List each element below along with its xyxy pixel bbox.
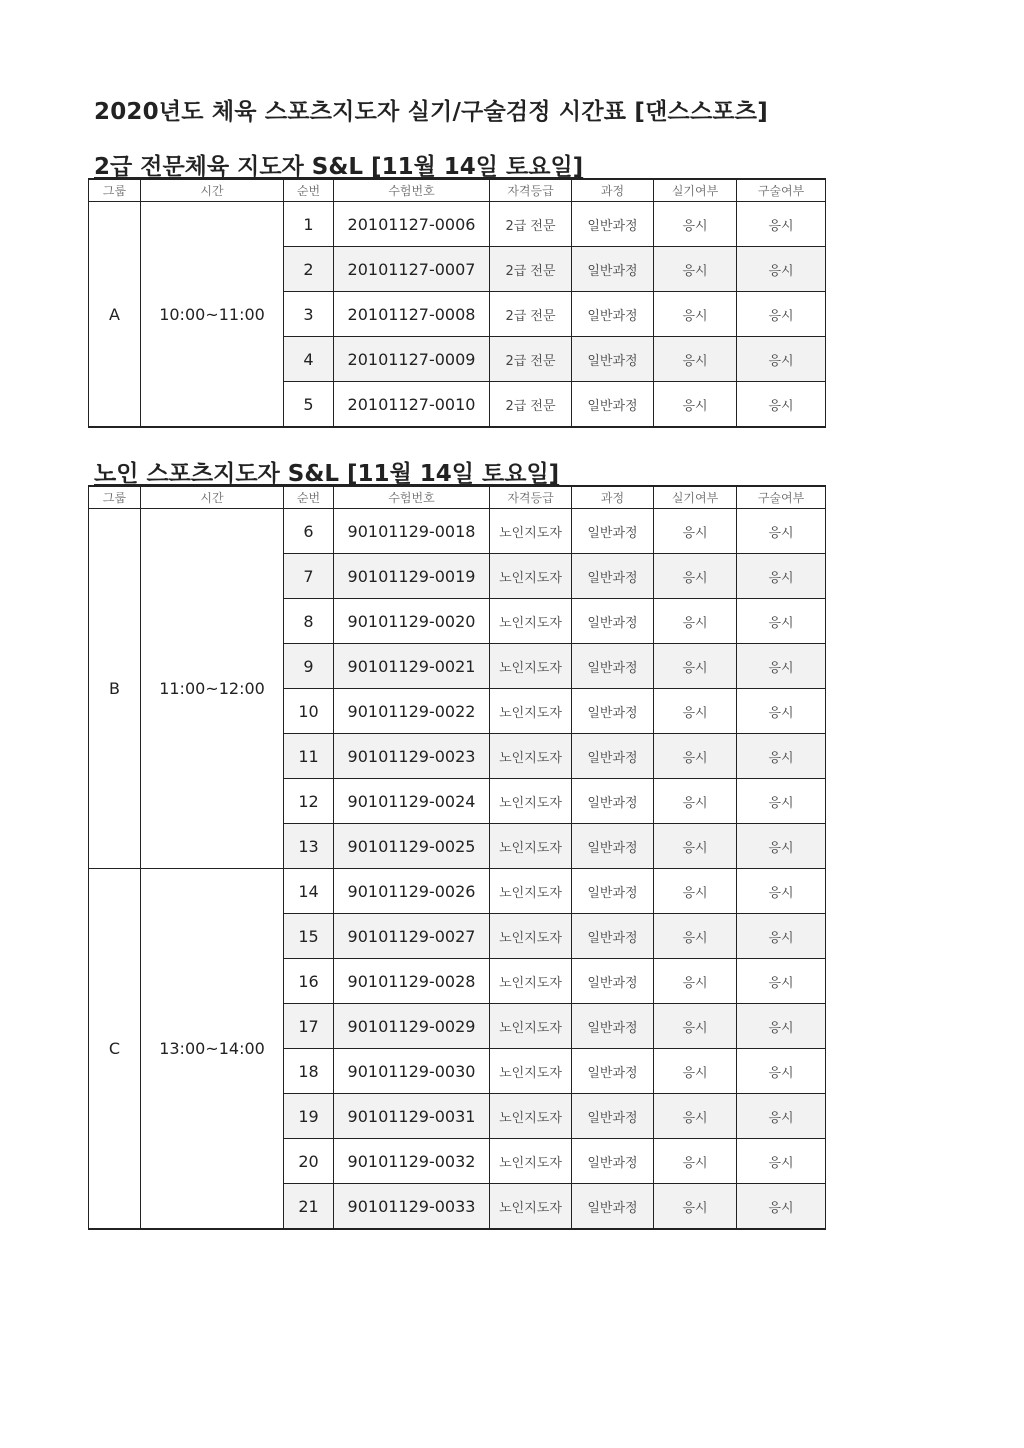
header-course: 과정 (572, 179, 654, 202)
oral-cell: 응시 (737, 824, 826, 869)
practical-cell: 응시 (654, 734, 737, 779)
course-cell: 일반과정 (572, 202, 654, 247)
course-cell: 일반과정 (572, 599, 654, 644)
course-cell: 일반과정 (572, 869, 654, 914)
practical-cell: 응시 (654, 1139, 737, 1184)
seq-cell: 10 (284, 689, 334, 734)
time-cell: 11:00~12:00 (141, 509, 284, 869)
header-row (89, 486, 826, 509)
grade-cell: 노인지도자 (490, 959, 572, 1004)
course-cell: 일반과정 (572, 824, 654, 869)
course-cell: 일반과정 (572, 1004, 654, 1049)
grade-cell: 노인지도자 (490, 599, 572, 644)
course-cell: 일반과정 (572, 644, 654, 689)
grade-cell: 노인지도자 (490, 1184, 572, 1230)
seq-cell: 18 (284, 1049, 334, 1094)
header-exam-number: 수험번호 (334, 486, 490, 509)
exam-number-cell: 90101129-0025 (334, 824, 490, 869)
exam-number-cell: 90101129-0031 (334, 1094, 490, 1139)
exam-number-cell: 20101127-0006 (334, 202, 490, 247)
grade-cell: 노인지도자 (490, 824, 572, 869)
grade-cell: 노인지도자 (490, 1094, 572, 1139)
practical-cell: 응시 (654, 292, 737, 337)
practical-cell: 응시 (654, 1184, 737, 1230)
practical-cell: 응시 (654, 779, 737, 824)
grade-cell: 노인지도자 (490, 914, 572, 959)
course-cell: 일반과정 (572, 689, 654, 734)
practical-cell: 응시 (654, 247, 737, 292)
course-cell: 일반과정 (572, 779, 654, 824)
oral-cell: 응시 (737, 382, 826, 428)
grade-cell: 노인지도자 (490, 509, 572, 554)
practical-cell: 응시 (654, 959, 737, 1004)
schedule-table-professional (88, 178, 826, 428)
seq-cell: 11 (284, 734, 334, 779)
exam-number-cell: 90101129-0032 (334, 1139, 490, 1184)
course-cell: 일반과정 (572, 1094, 654, 1139)
course-cell: 일반과정 (572, 1184, 654, 1230)
exam-number-cell: 20101127-0009 (334, 337, 490, 382)
practical-cell: 응시 (654, 644, 737, 689)
document-title: 2020년도 체육 스포츠지도자 실기/구술검정 시간표 [댄스스포츠] (94, 99, 768, 125)
practical-cell: 응시 (654, 509, 737, 554)
practical-cell: 응시 (654, 1049, 737, 1094)
table-row (89, 509, 826, 554)
grade-cell: 노인지도자 (490, 734, 572, 779)
exam-number-cell: 90101129-0021 (334, 644, 490, 689)
table-row (89, 202, 826, 247)
oral-cell: 응시 (737, 959, 826, 1004)
course-cell: 일반과정 (572, 554, 654, 599)
table-row (89, 869, 826, 914)
header-practical: 실기여부 (654, 486, 737, 509)
oral-cell: 응시 (737, 914, 826, 959)
course-cell: 일반과정 (572, 1139, 654, 1184)
exam-number-cell: 90101129-0023 (334, 734, 490, 779)
seq-cell: 14 (284, 869, 334, 914)
seq-cell: 5 (284, 382, 334, 428)
practical-cell: 응시 (654, 202, 737, 247)
seq-cell: 8 (284, 599, 334, 644)
oral-cell: 응시 (737, 869, 826, 914)
course-cell: 일반과정 (572, 247, 654, 292)
course-cell: 일반과정 (572, 382, 654, 428)
oral-cell: 응시 (737, 202, 826, 247)
exam-number-cell: 20101127-0010 (334, 382, 490, 428)
time-cell: 13:00~14:00 (141, 869, 284, 1230)
oral-cell: 응시 (737, 1049, 826, 1094)
seq-cell: 20 (284, 1139, 334, 1184)
header-exam-number: 수험번호 (334, 179, 490, 202)
header-grade: 자격등급 (490, 486, 572, 509)
seq-cell: 17 (284, 1004, 334, 1049)
oral-cell: 응시 (737, 1004, 826, 1049)
practical-cell: 응시 (654, 337, 737, 382)
seq-cell: 13 (284, 824, 334, 869)
exam-number-cell: 90101129-0019 (334, 554, 490, 599)
exam-number-cell: 90101129-0026 (334, 869, 490, 914)
grade-cell: 2급 전문 (490, 382, 572, 428)
exam-number-cell: 90101129-0022 (334, 689, 490, 734)
practical-cell: 응시 (654, 1004, 737, 1049)
exam-number-cell: 90101129-0020 (334, 599, 490, 644)
group-cell: C (89, 869, 141, 1230)
schedule-table-senior (88, 485, 826, 1230)
grade-cell: 노인지도자 (490, 1049, 572, 1094)
course-cell: 일반과정 (572, 1049, 654, 1094)
seq-cell: 1 (284, 202, 334, 247)
grade-cell: 노인지도자 (490, 1139, 572, 1184)
seq-cell: 15 (284, 914, 334, 959)
course-cell: 일반과정 (572, 292, 654, 337)
practical-cell: 응시 (654, 914, 737, 959)
header-time: 시간 (141, 179, 284, 202)
header-group: 그룹 (89, 179, 141, 202)
practical-cell: 응시 (654, 689, 737, 734)
oral-cell: 응시 (737, 337, 826, 382)
header-course: 과정 (572, 486, 654, 509)
oral-cell: 응시 (737, 247, 826, 292)
grade-cell: 노인지도자 (490, 554, 572, 599)
practical-cell: 응시 (654, 382, 737, 428)
seq-cell: 2 (284, 247, 334, 292)
practical-cell: 응시 (654, 599, 737, 644)
header-oral: 구술여부 (737, 486, 826, 509)
grade-cell: 노인지도자 (490, 644, 572, 689)
header-grade: 자격등급 (490, 179, 572, 202)
header-time: 시간 (141, 486, 284, 509)
oral-cell: 응시 (737, 1139, 826, 1184)
seq-cell: 12 (284, 779, 334, 824)
header-seq: 순번 (284, 486, 334, 509)
seq-cell: 16 (284, 959, 334, 1004)
oral-cell: 응시 (737, 554, 826, 599)
oral-cell: 응시 (737, 509, 826, 554)
group-cell: B (89, 509, 141, 869)
grade-cell: 2급 전문 (490, 202, 572, 247)
seq-cell: 19 (284, 1094, 334, 1139)
practical-cell: 응시 (654, 1094, 737, 1139)
oral-cell: 응시 (737, 779, 826, 824)
exam-number-cell: 20101127-0007 (334, 247, 490, 292)
course-cell: 일반과정 (572, 509, 654, 554)
grade-cell: 2급 전문 (490, 247, 572, 292)
course-cell: 일반과정 (572, 959, 654, 1004)
oral-cell: 응시 (737, 644, 826, 689)
seq-cell: 21 (284, 1184, 334, 1230)
header-seq: 순번 (284, 179, 334, 202)
header-row (89, 179, 826, 202)
seq-cell: 3 (284, 292, 334, 337)
oral-cell: 응시 (737, 689, 826, 734)
practical-cell: 응시 (654, 869, 737, 914)
exam-number-cell: 90101129-0029 (334, 1004, 490, 1049)
header-oral: 구술여부 (737, 179, 826, 202)
header-group: 그룹 (89, 486, 141, 509)
section-title-senior: 노인 스포츠지도자 S&L [11월 14일 토요일] (94, 461, 560, 487)
seq-cell: 7 (284, 554, 334, 599)
oral-cell: 응시 (737, 734, 826, 779)
oral-cell: 응시 (737, 1094, 826, 1139)
time-cell: 10:00~11:00 (141, 202, 284, 428)
grade-cell: 노인지도자 (490, 689, 572, 734)
group-cell: A (89, 202, 141, 428)
grade-cell: 2급 전문 (490, 337, 572, 382)
exam-number-cell: 90101129-0028 (334, 959, 490, 1004)
seq-cell: 4 (284, 337, 334, 382)
oral-cell: 응시 (737, 599, 826, 644)
oral-cell: 응시 (737, 1184, 826, 1230)
exam-number-cell: 90101129-0024 (334, 779, 490, 824)
course-cell: 일반과정 (572, 734, 654, 779)
oral-cell: 응시 (737, 292, 826, 337)
grade-cell: 노인지도자 (490, 869, 572, 914)
grade-cell: 2급 전문 (490, 292, 572, 337)
exam-number-cell: 90101129-0030 (334, 1049, 490, 1094)
exam-number-cell: 90101129-0033 (334, 1184, 490, 1230)
header-practical: 실기여부 (654, 179, 737, 202)
course-cell: 일반과정 (572, 337, 654, 382)
section-title-professional: 2급 전문체육 지도자 S&L [11월 14일 토요일] (94, 154, 584, 180)
seq-cell: 6 (284, 509, 334, 554)
exam-number-cell: 90101129-0027 (334, 914, 490, 959)
grade-cell: 노인지도자 (490, 779, 572, 824)
exam-number-cell: 90101129-0018 (334, 509, 490, 554)
practical-cell: 응시 (654, 554, 737, 599)
grade-cell: 노인지도자 (490, 1004, 572, 1049)
seq-cell: 9 (284, 644, 334, 689)
practical-cell: 응시 (654, 824, 737, 869)
course-cell: 일반과정 (572, 914, 654, 959)
exam-number-cell: 20101127-0008 (334, 292, 490, 337)
